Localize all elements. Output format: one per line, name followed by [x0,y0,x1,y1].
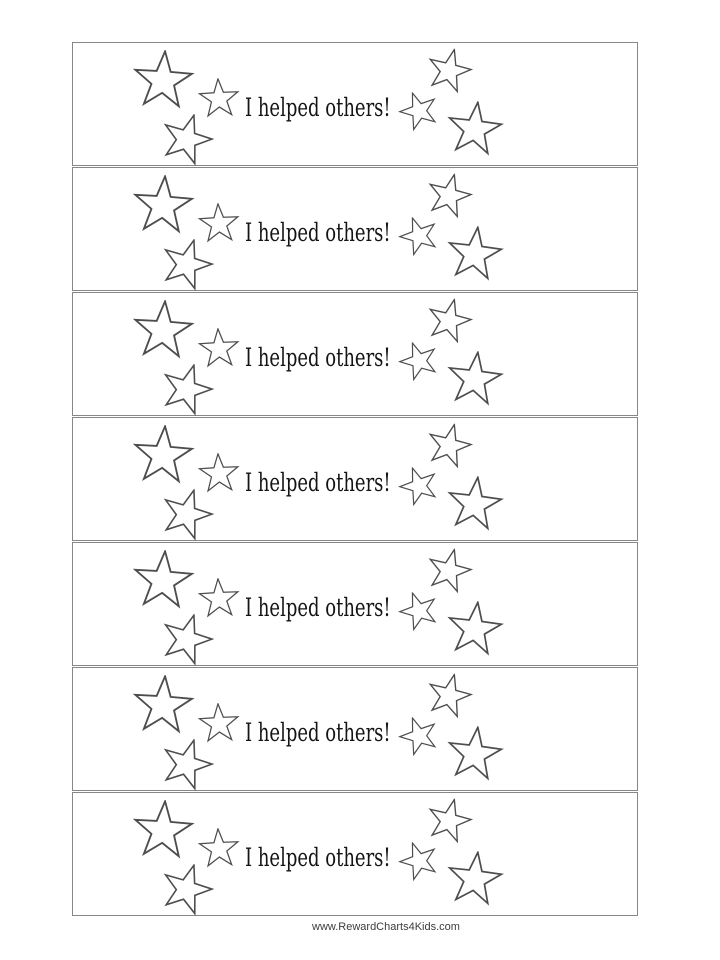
strip-label: I helped others! [245,718,391,747]
star-icon [443,723,507,787]
star-icon [393,460,444,511]
strip-label: I helped others! [245,843,391,872]
reward-strip [72,167,638,291]
star-icon [393,210,444,261]
star-icon [443,348,507,412]
reward-strip [72,667,638,791]
strip-label: I helped others! [245,343,391,372]
reward-strip [72,292,638,416]
star-icon [197,827,241,871]
star-icon [130,173,196,239]
reward-strip [72,417,638,541]
star-icon [197,202,241,246]
star-icon [197,452,241,496]
star-icon [197,327,241,371]
strip-label: I helped others! [245,593,391,622]
star-icon [393,335,444,386]
star-icon [443,223,507,287]
star-icon [197,702,241,746]
star-icon [393,585,444,636]
star-icon [443,598,507,662]
strip-list [72,42,638,917]
star-icon [130,298,196,364]
star-icon [130,798,196,864]
star-icon [130,423,196,489]
star-icon [197,577,241,621]
star-icon [393,85,444,136]
strip-label: I helped others! [245,93,391,122]
star-icon [443,473,507,537]
strip-label: I helped others! [245,218,391,247]
reward-strip [72,542,638,666]
star-icon [443,98,507,162]
reward-strip [72,792,638,916]
star-icon [130,673,196,739]
reward-strip [72,42,638,166]
star-icon [393,835,444,886]
star-icon [130,48,196,114]
star-icon [443,848,507,912]
star-icon [130,548,196,614]
strip-label: I helped others! [245,468,391,497]
footer-url: www.RewardCharts4Kids.com [312,921,460,933]
star-icon [393,710,444,761]
star-icon [197,77,241,121]
